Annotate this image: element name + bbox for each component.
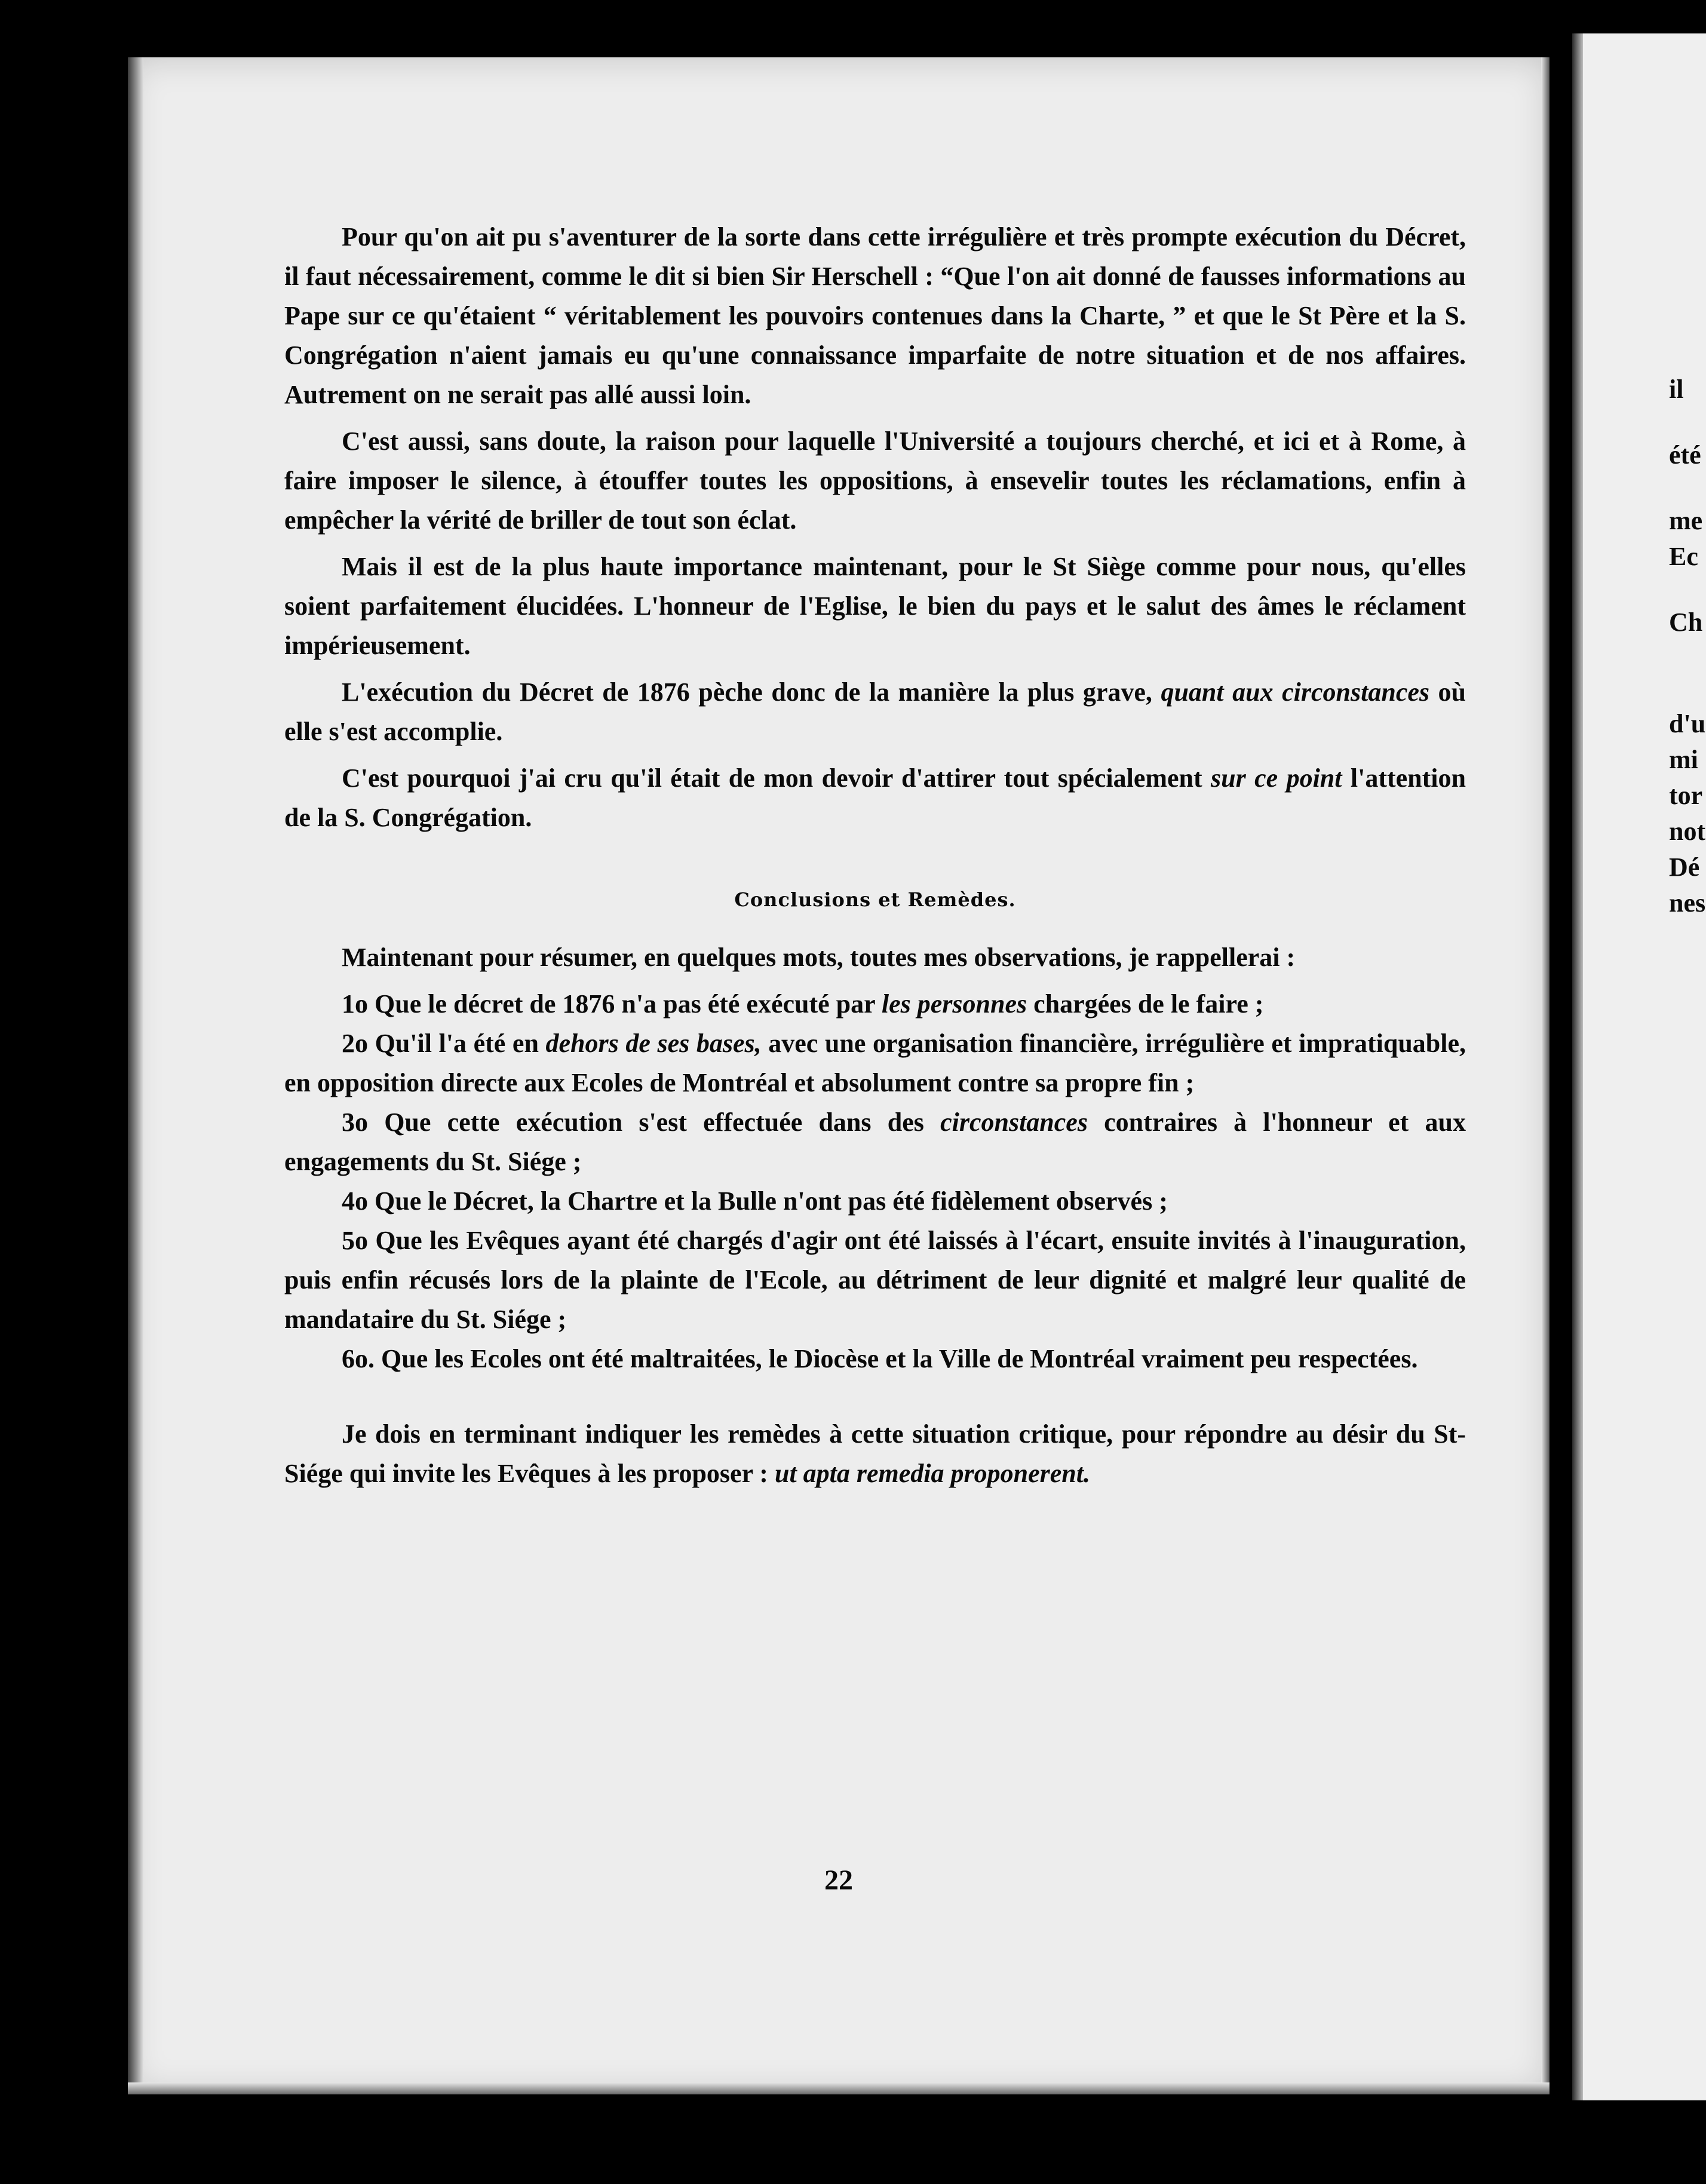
closing-paragraph (284, 1415, 1466, 1493)
adjacent-page-fragment: not (1669, 817, 1706, 846)
paragraph-1: Pour qu'on ait pu s'aventurer de la sorte dans cette irrégulière et très prompte exécution du Décret, il faut nécessairement, comme le dit si bien Sir Herschell : “Que l'on ait donné de fausses informations au Pape sur ce qu'étaient “ véritablement les pouvoirs contenues dans la Charte, ” et que le St Père et la S. Congrégation n'aient jamais eu qu'une connaissance imparfaite de notre situation et de nos affaires. Autrement on ne serait pas allé aussi loin. (284, 222, 1466, 409)
summary-intro: Maintenant pour résumer, en quelques mots, toutes mes observations, je rappellerai : (342, 943, 1296, 972)
list-item-4: 4o Que le Décret, la Chartre et la Bulle n'ont pas été fidèlement observés ; (342, 1186, 1168, 1216)
spacer (284, 1379, 1466, 1415)
paragraph-2: C'est aussi, sans doute, la raison pour laquelle l'Université a toujours cherché, et ici et à Rome, à faire imposer le silence, à étouffer toutes les oppositions, à ensevelir toutes les réclamations, enfin à empêcher la vérité de briller de tout son éclat. (284, 427, 1466, 535)
list-item-2-text-end: avec une organisation financière, irrégulière et impratiquable, en opposition directe aux Ecoles de Montréal et absolument contre sa propre fin ; (284, 1029, 1466, 1097)
list-item-1-text: 1o Que le décret de 1876 n'a pas été exécuté par (342, 989, 882, 1019)
paragraph-5-italic: sur ce point (1211, 763, 1342, 793)
page-number: 22 (824, 1864, 853, 1896)
adjacent-page-fragment: Dé (1669, 852, 1700, 882)
paragraph-3: Mais il est de la plus haute importance maintenant, pour le St Siège comme pour nous, qu'elles soient parfaitement élucidées. L'honneur de l'Eglise, le bien du pays et le salut des âmes le réclament impérieusement. (284, 552, 1466, 660)
adjacent-page-fragment: tor (1669, 781, 1703, 810)
page-right-edge (1541, 57, 1549, 2094)
adjacent-page-fragment: nes (1669, 888, 1706, 918)
page-text-body (284, 217, 1466, 1501)
list-item-2-italic: dehors de ses bases, (545, 1029, 762, 1058)
adjacent-page-fragment: été (1669, 440, 1701, 470)
adjacent-page-fragment: d'u (1669, 709, 1706, 738)
list-item-3-text-end: contraires à l'honneur et aux engagements du St. Siége ; (284, 1108, 1466, 1176)
list-item-1-text-end: chargées de le faire ; (1027, 989, 1264, 1019)
list-item-2-text: 2o Qu'il l'a été en (342, 1029, 546, 1058)
list-item-1-italic: les personnes (881, 989, 1027, 1019)
adjacent-page-fragment: me (1669, 506, 1703, 535)
adjacent-page-fragment: mi (1669, 745, 1698, 774)
adjacent-page-fragment: il (1669, 375, 1684, 404)
section-heading: Conclusions et Remèdes. (734, 888, 1016, 911)
adjacent-page-fragment: Ec (1669, 542, 1698, 571)
page-bottom-edge (128, 2082, 1549, 2094)
list-item-3-text: 3o Que cette exécution s'est effectuée dans des (342, 1108, 941, 1137)
closing-italic: ut apta remedia proponerent. (774, 1459, 1090, 1488)
adjacent-page-fragment: Ch (1669, 608, 1703, 637)
list-item-2 (284, 1024, 1466, 1103)
list-item-3 (284, 1103, 1466, 1182)
paragraph-4 (284, 673, 1466, 751)
paragraph-5-text: C'est pourquoi j'ai cru qu'il était de mon devoir d'attirer tout spécialement (342, 763, 1211, 793)
list-item-3-italic: circonstances (940, 1108, 1088, 1137)
paragraph-4-text-end: où elle s'est accomplie. (284, 677, 1466, 746)
paragraph-4-text: L'exécution du Décret de 1876 pèche donc de la manière la plus grave, (342, 677, 1161, 707)
paragraph-4-italic: quant aux circonstances (1161, 677, 1429, 707)
list-item-5: 5o Que les Evêques ayant été chargés d'agir ont été laissés à l'écart, ensuite invités à l'inauguration, puis enfin récusés lors de la plainte de l'Ecole, au détriment de leur dignité et malgré leur qualité de mandataire du St. Siége ; (284, 1226, 1466, 1334)
adjacent-page (1572, 33, 1706, 2100)
page-binding-edge (128, 57, 143, 2094)
paragraph-5 (284, 759, 1466, 838)
paragraph-5-text-end: l'attention de la S. Congrégation. (284, 763, 1466, 832)
list-item-1 (284, 984, 1466, 1024)
adjacent-page-edge (1572, 33, 1583, 2100)
closing-text: Je dois en terminant indiquer les remèdes à cette situation critique, pour répondre au désir du St-Siége qui invite les Evêques à les proposer : (284, 1419, 1466, 1488)
list-item-6: 6o. Que les Ecoles ont été maltraitées, le Diocèse et la Ville de Montréal vraiment peu respectées. (342, 1344, 1418, 1373)
